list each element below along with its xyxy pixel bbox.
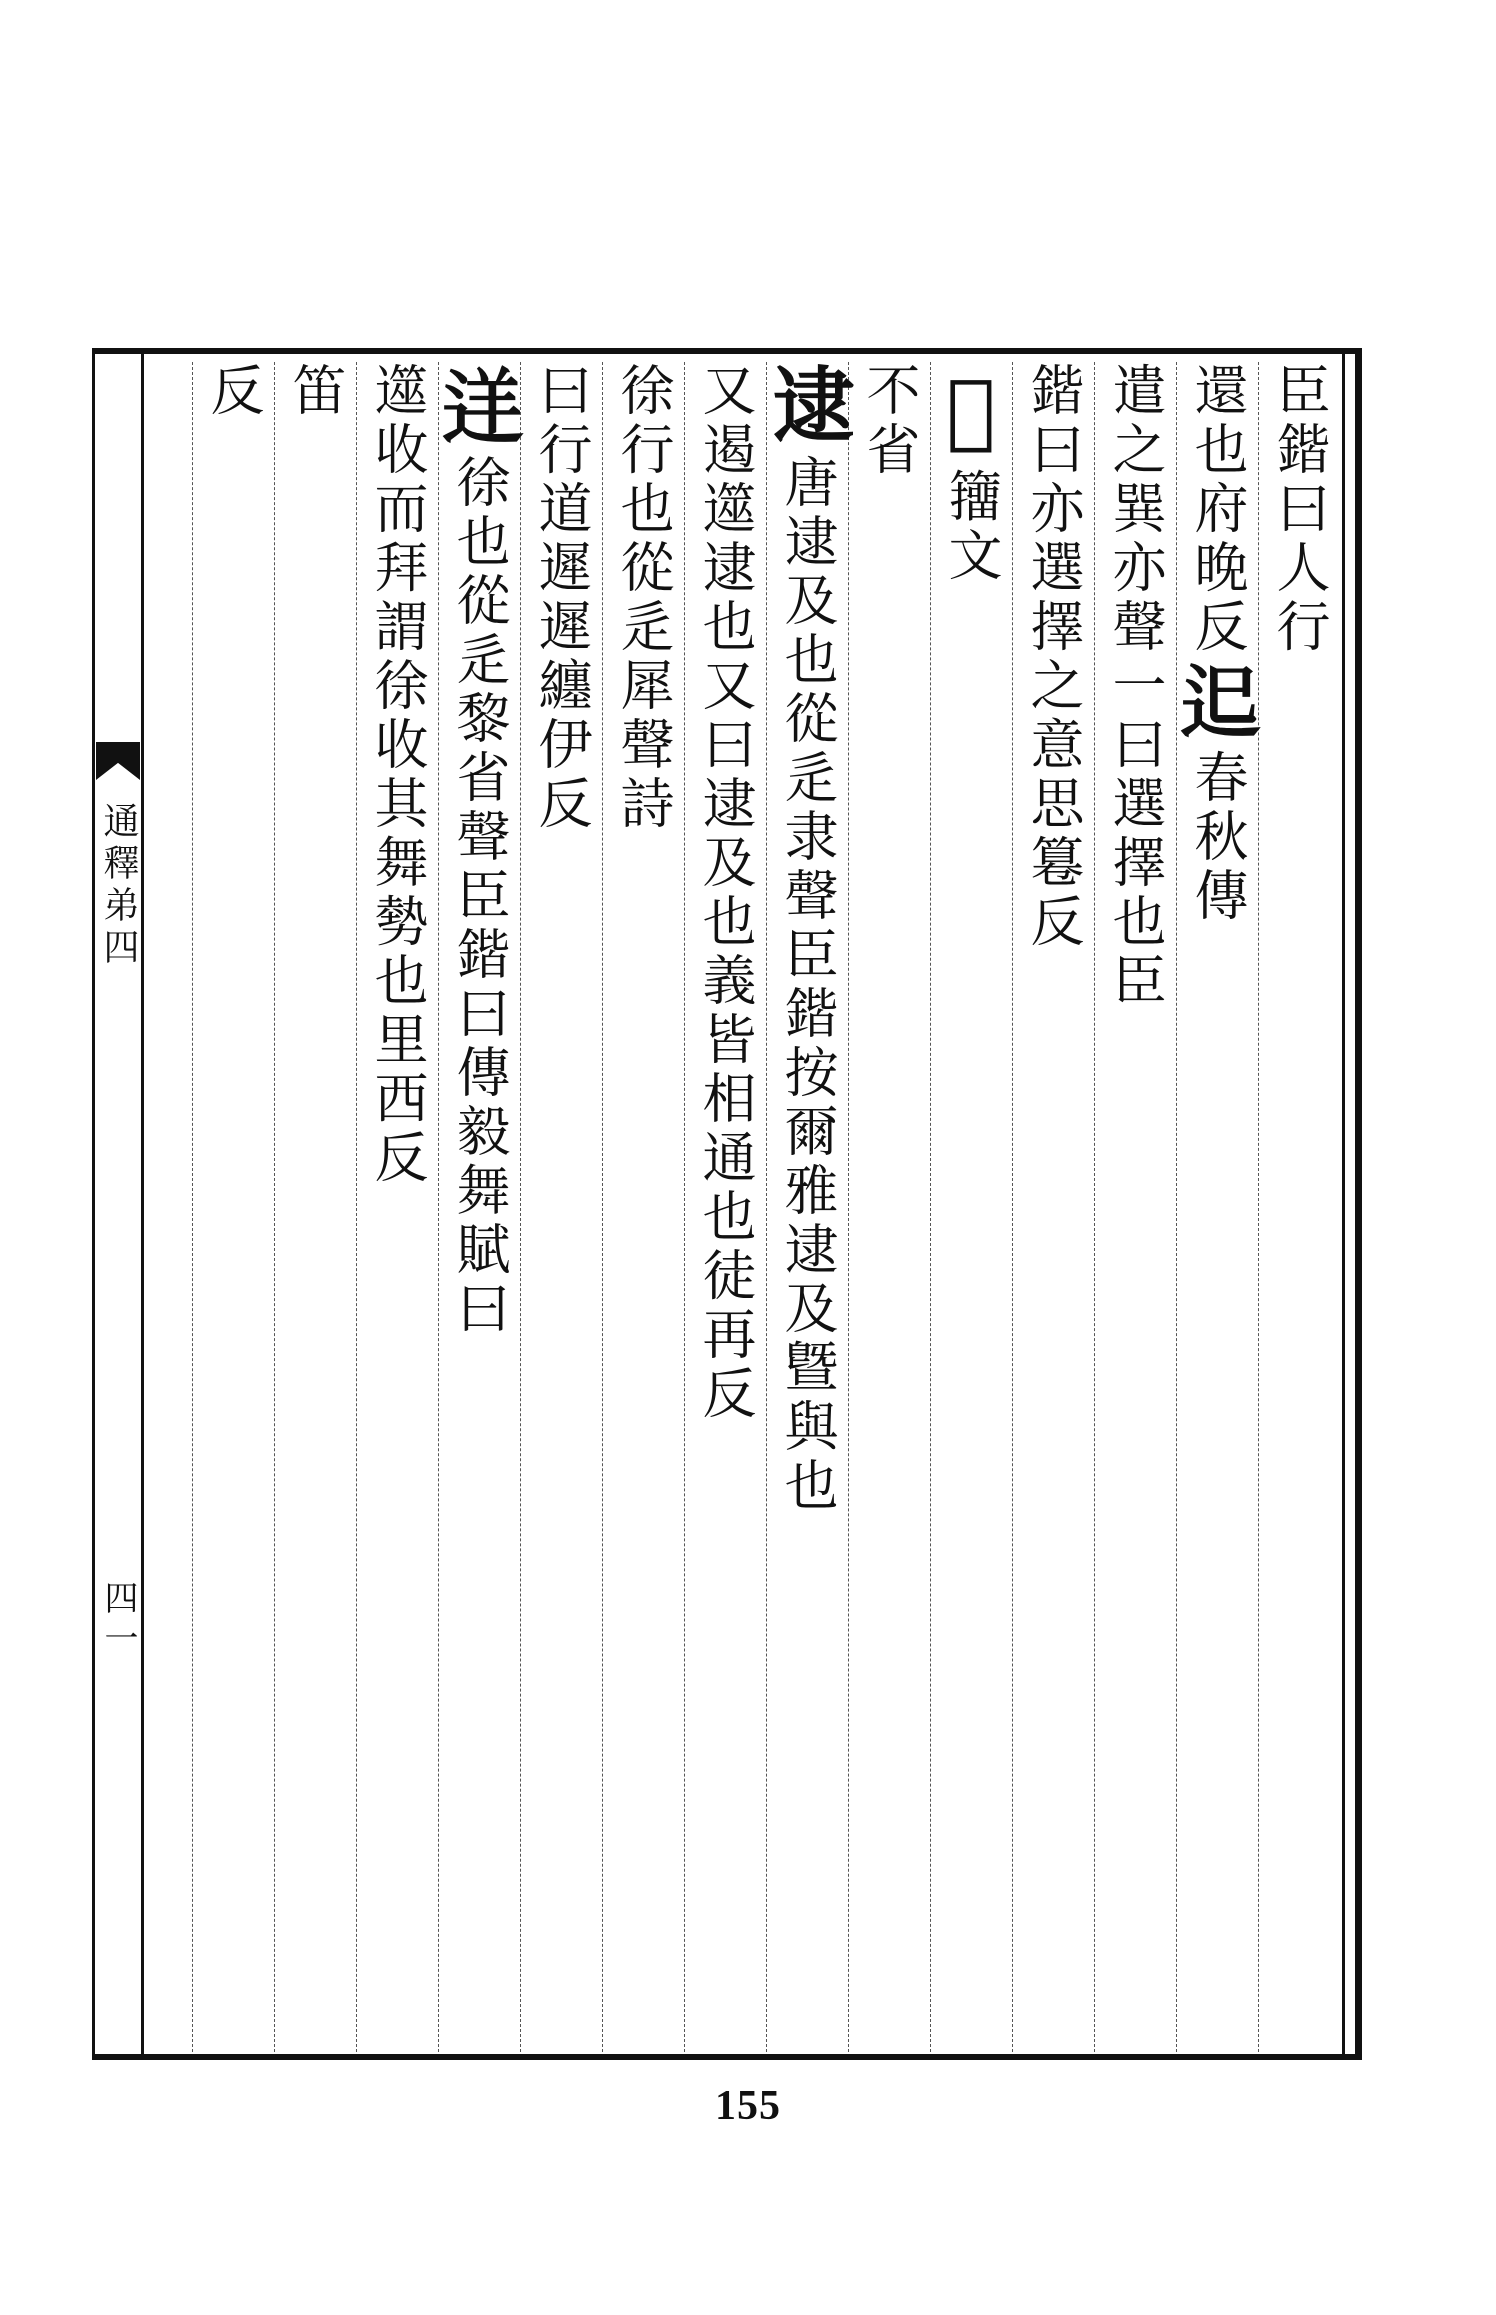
seal-character: 𨒫 [431,362,527,454]
column-text: 遣之巽亦聲一曰選擇也臣 [1104,362,1167,1011]
text-column-6 [848,362,930,2052]
text-column-10 [520,362,602,2052]
column-text: 臣鍇曰人行 [1268,362,1331,657]
text-column-1 [1258,362,1340,2052]
column-text: 還也府晚反 [1186,362,1249,657]
text-column-3 [1094,362,1176,2052]
column-text: 徐行也從辵犀聲詩 [612,362,675,834]
banxin-leaf-number: 四一 [98,1580,138,1660]
text-column-9 [602,362,684,2052]
text-column-4 [1012,362,1094,2052]
column-text: 遾收而拜謂徐收其舞勢也里西反 [366,362,429,1188]
column-text: 反 [202,362,265,421]
seal-character: 𨑓 [1169,657,1265,749]
column-text: 唐逮及也從辵隶聲臣鍇按爾雅逮及曁與也 [776,454,839,1516]
column-text: 春秋傳 [1186,749,1249,926]
page-number: 155 [715,2083,781,2129]
banxin-strip [92,354,144,2054]
text-column-12 [356,362,438,2052]
column-text: 笛 [284,362,347,421]
banxin-title: 通釋弟四 [98,802,139,970]
text-column-2 [1169,362,1265,2052]
seal-character: 逮 [759,362,855,454]
text-column-14 [192,362,274,2052]
text-column-7 [759,362,855,2052]
column-text: 又遏遾逮也又曰逮及也義皆相通也徒再反 [694,362,757,1424]
text-column-13 [274,362,356,2052]
column-text: 不省 [858,362,921,480]
page-border-inner-line [1342,354,1345,2054]
column-text: 鍇曰亦選擇之意思篹反 [1022,362,1085,952]
column-text: 籒文 [940,468,1003,586]
seal-character: 𨗳 [923,362,1019,468]
column-text: 徐也從辵黎省聲臣鍇曰傳毅舞賦曰 [448,454,511,1339]
text-column-8 [684,362,766,2052]
column-text: 曰行道遲遲纏伊反 [530,362,593,834]
text-column-5 [923,362,1019,2052]
text-column-11 [431,362,527,2052]
